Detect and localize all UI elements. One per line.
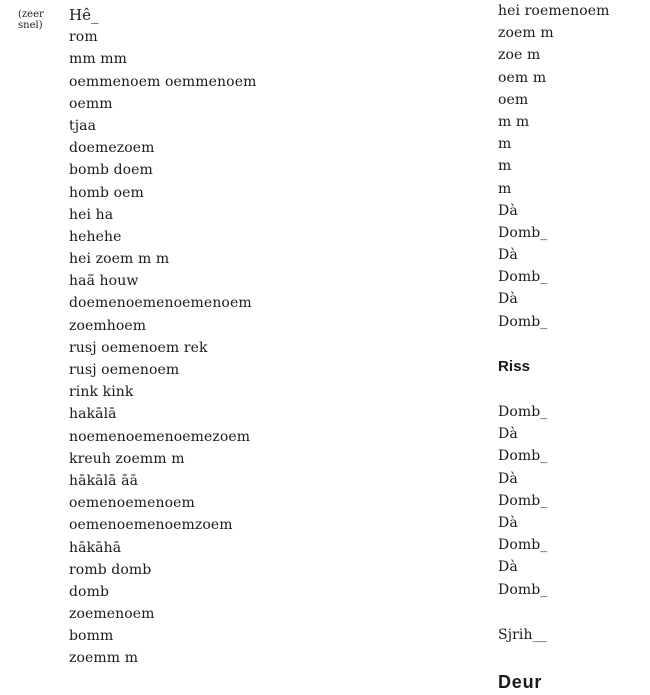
right-column-line: Dà — [498, 470, 518, 487]
left-column-line: rusj oemenoem rek — [69, 339, 208, 356]
right-column-spacer — [498, 601, 638, 624]
left-column-line: oemenoemenoemzoem — [69, 517, 233, 534]
left-column-line: mm mm — [69, 51, 128, 68]
left-column-line: hehehe — [69, 228, 122, 245]
right-column-line: zoem m — [498, 25, 554, 42]
right-column-spacer — [498, 646, 638, 669]
right-column-line: m — [498, 180, 512, 197]
left-column-line: oemmenoem oemmenoem — [69, 73, 257, 90]
right-column-line: Domb_ — [498, 448, 548, 465]
right-column-line: Domb_ — [498, 492, 548, 509]
left-column-line: domb — [69, 583, 110, 600]
right-column-line: hei roemenoem — [498, 3, 610, 19]
left-column-line: zoemm m — [69, 650, 139, 667]
left-column-line: bomb doem — [69, 162, 153, 179]
left-column-line: zoemhoem — [69, 317, 147, 334]
left-column-line: hakālā — [69, 406, 117, 423]
tempo-margin-note: (zeer snel) — [18, 9, 44, 31]
left-column-line: homb oem — [69, 184, 144, 201]
right-column-line: Domb_ — [498, 537, 548, 554]
left-column-line: hākāhā — [69, 539, 122, 556]
right-column-line: Dà — [498, 247, 518, 264]
left-column-line: kreuh zoemm m — [69, 450, 185, 467]
right-column-line: oem m — [498, 69, 547, 86]
left-column-line: rom — [69, 29, 98, 46]
right-column-line: Domb_ — [498, 581, 548, 598]
right-column-line: Dà — [498, 514, 518, 531]
right-column-line: m — [498, 158, 512, 175]
right-column-spacer — [498, 378, 638, 401]
right-column-line: m m — [498, 113, 530, 130]
left-column-line: doemezoem — [69, 140, 155, 157]
right-column — [498, 0, 638, 695]
right-column-line: m — [498, 136, 512, 153]
right-column-line: oem — [498, 91, 529, 108]
right-column-line: Sjrih__ — [498, 626, 547, 643]
right-column-line: Dà — [498, 559, 518, 576]
left-column — [69, 4, 389, 670]
right-column-line: Domb_ — [498, 313, 548, 330]
right-column-spacer — [498, 333, 638, 356]
right-column-line: zoe m — [498, 47, 541, 64]
left-column-line: hākālā āā — [69, 472, 139, 489]
left-column-line: tjaa — [69, 117, 97, 134]
right-column-line: Dà — [498, 202, 518, 219]
right-column-line: Domb_ — [498, 224, 548, 241]
left-column-line: rink kink — [69, 384, 134, 401]
left-column-line: oemenoemenoem — [69, 495, 195, 512]
left-column-line: hei zoem m m — [69, 251, 170, 268]
left-column-line: doemenoemenoemenoem — [69, 295, 252, 312]
left-column-line: zoemenoem — [69, 606, 155, 623]
right-column-line: Deur — [498, 671, 543, 692]
left-column-line: haā̄ houw — [69, 273, 139, 290]
right-column-line: Dà — [498, 291, 518, 308]
right-column-line: Domb_ — [498, 404, 548, 420]
left-column-line: noemenoemenoemezoem — [69, 428, 251, 445]
left-column-line: rusj oemenoem — [69, 362, 180, 378]
left-column-line: bomm — [69, 628, 114, 645]
right-column-line: Domb_ — [498, 269, 548, 286]
left-column-line: Hê_ — [69, 6, 99, 24]
left-column-line: hei ha — [69, 206, 114, 223]
right-column-line: Dà — [498, 426, 518, 443]
left-column-line: oemm — [69, 95, 113, 112]
right-column-line: Riss — [498, 357, 531, 375]
left-column-line: romb domb — [69, 561, 152, 578]
